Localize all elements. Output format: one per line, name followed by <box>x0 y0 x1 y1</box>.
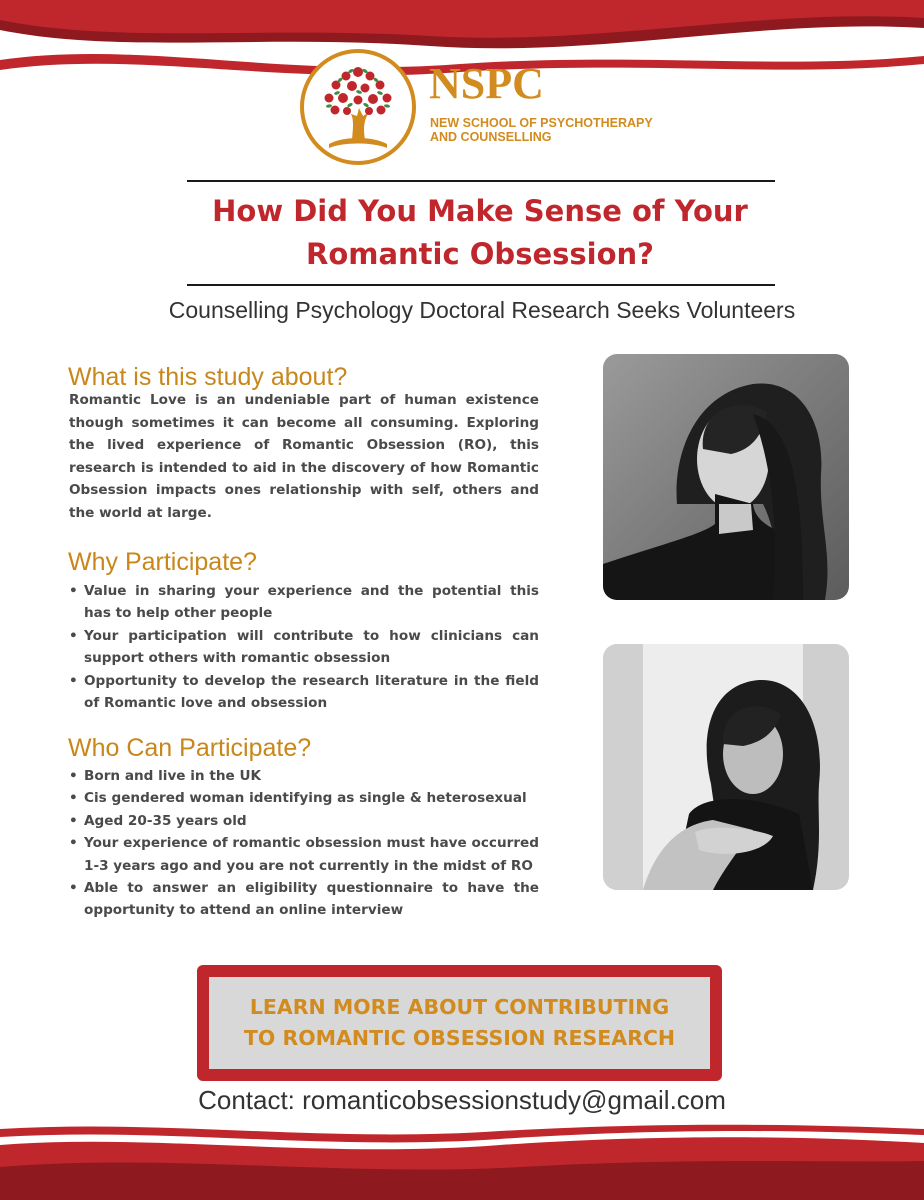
bullet-icon: • <box>69 790 78 807</box>
portrait-photo-1 <box>603 354 849 600</box>
tree-logo-icon <box>299 48 417 166</box>
learn-more-button[interactable] <box>197 965 722 1081</box>
page-title <box>150 190 810 276</box>
page-subtitle: Counselling Psychology Doctoral Research Seeks Volunteers <box>168 297 796 323</box>
list-item <box>69 625 539 670</box>
list-item <box>69 580 539 625</box>
learn-more-button-inner[interactable] <box>209 977 710 1069</box>
title-line-1: How Did You Make Sense of Your <box>212 194 748 228</box>
about-text: Romantic Love is an undeniable part of human existence though sometimes it can become all consuming. Exploring the lived experience of Romantic Obsession (RO), this research is intended to aid in the discovery of how Romantic Obsession impacts ones relationship with self, others and the world at large. <box>69 392 539 521</box>
bullet-icon: • <box>69 627 78 644</box>
title-bottom-rule <box>187 284 775 286</box>
list-item-text: Your experience of romantic obsession must have occurred 1-3 years ago and you are not currently in the midst of RO <box>84 835 539 874</box>
list-item-text: Value in sharing your experience and the potential this has to help other people <box>84 583 539 622</box>
list-item <box>69 670 539 715</box>
about-heading: What is this study about? <box>68 363 348 391</box>
list-item-text: Your participation will contribute to how clinicians can support others with romantic obsession <box>84 627 539 667</box>
list-item <box>69 810 539 832</box>
why-list <box>69 580 539 714</box>
title-line-2: Romantic Obsession? <box>306 237 654 271</box>
why-heading: Why Participate? <box>68 548 257 576</box>
list-item-text: Opportunity to develop the research literature in the field of Romantic love and obsession <box>84 672 539 712</box>
portrait-photo-2 <box>603 644 849 890</box>
list-item-text: Aged 20-35 years old <box>84 812 247 829</box>
bullet-icon: • <box>69 583 78 599</box>
who-list <box>69 765 539 922</box>
bullet-icon: • <box>69 812 78 829</box>
who-heading: Who Can Participate? <box>68 734 312 762</box>
bullet-icon: • <box>69 768 78 784</box>
list-item <box>69 832 539 877</box>
contact-email[interactable]: Contact: romanticobsessionstudy@gmail.com <box>198 1085 726 1115</box>
list-item-text: Cis gendered woman identifying as single & heterosexual <box>84 790 527 807</box>
learn-more-label <box>244 992 675 1054</box>
title-top-rule <box>187 180 775 182</box>
nspc-logo <box>299 48 689 170</box>
woman-sitting-image <box>603 644 849 890</box>
logo-subtitle-line-1: NEW SCHOOL OF PSYCHOTHERAPY <box>430 116 653 130</box>
list-item <box>69 765 539 787</box>
list-item <box>69 787 539 809</box>
bullet-icon: • <box>69 835 78 852</box>
logo-subtitle <box>430 116 690 144</box>
bottom-wave-decoration <box>0 1115 924 1200</box>
logo-subtitle-line-2: AND COUNSELLING <box>430 130 552 144</box>
learn-more-line-1: LEARN MORE ABOUT CONTRIBUTING <box>249 995 670 1019</box>
logo-wordmark: NSPC <box>429 59 544 108</box>
woman-portrait-image <box>603 354 849 600</box>
list-item <box>69 877 539 922</box>
bullet-icon: • <box>69 672 78 689</box>
list-item-text: Able to answer an eligibility questionnaire to have the opportunity to attend an online interview <box>84 880 539 919</box>
learn-more-line-2: TO ROMANTIC OBSESSION RESEARCH <box>243 1026 676 1050</box>
bullet-icon: • <box>69 880 78 897</box>
list-item-text: Born and live in the UK <box>84 768 262 784</box>
